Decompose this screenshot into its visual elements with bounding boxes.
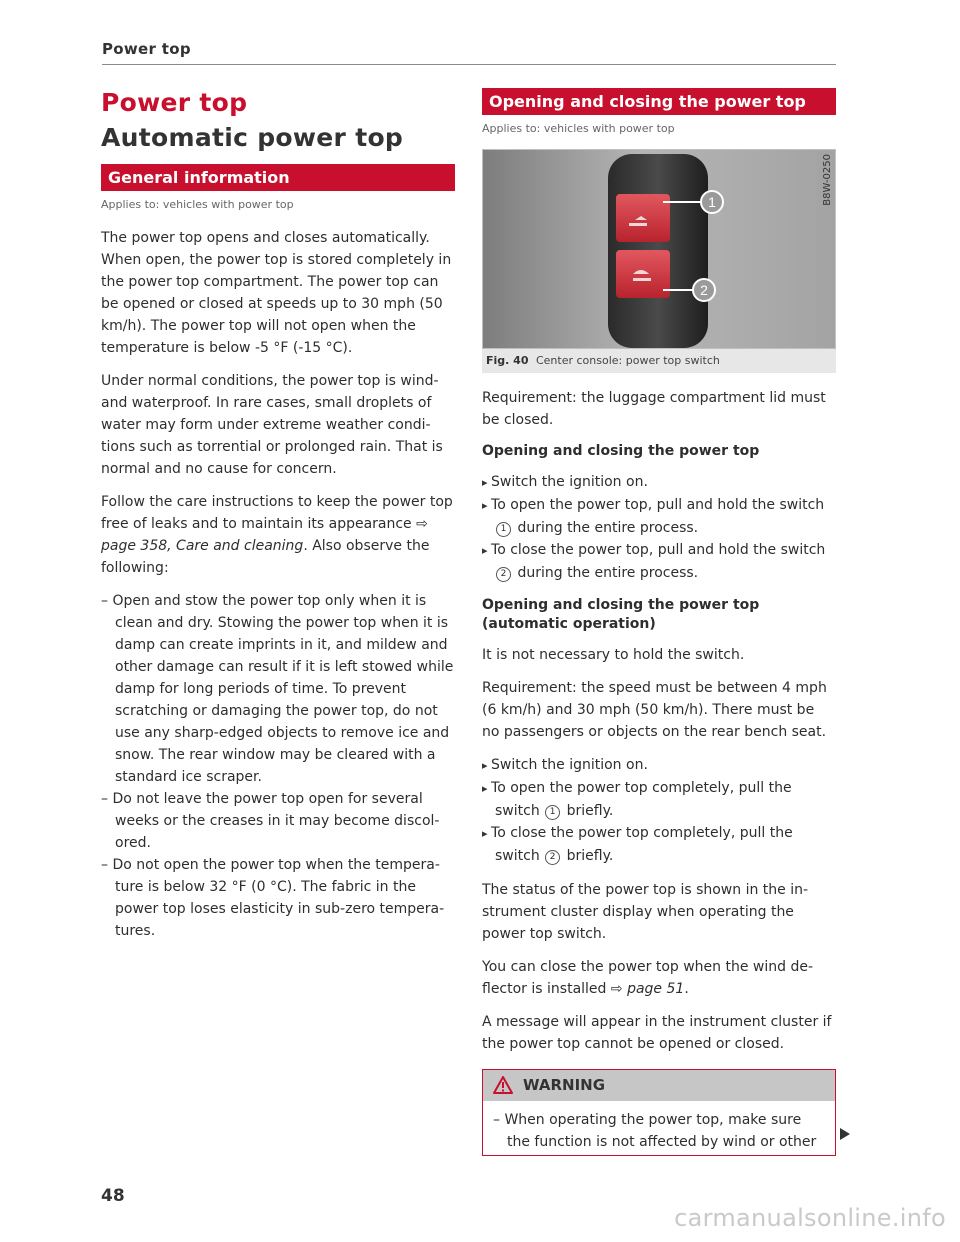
page-number: 48 <box>101 1186 125 1206</box>
warning-title: WARNING <box>523 1076 606 1094</box>
warning-body <box>483 1101 835 1155</box>
status-paragraph: The status of the power top is shown in the in- strument cluster display when operating the power top switch. <box>482 882 809 942</box>
list-item: ▸ Switch the ignition on. <box>482 754 836 777</box>
section-title: Automatic power top <box>101 123 404 152</box>
list-item: ▸ To close the power top completely, pull the switch 2 briefly. <box>482 822 836 867</box>
manual-steps <box>482 471 836 584</box>
callout-2-text: 2 <box>700 282 708 298</box>
callout-2-icon: 2 <box>496 567 511 582</box>
figure-label: Fig. 40 <box>486 354 529 367</box>
waterproof-paragraph: Under normal conditions, the power top is wind- and waterproof. In rare cases, small droplets of water may form under extreme weather condi- tions such as torrential or prolonged rain. That is normal and no cause for concern. <box>101 373 443 477</box>
figure-caption <box>482 349 836 373</box>
warning-triangle-icon <box>493 1076 513 1094</box>
left-column <box>101 80 455 942</box>
callout-2-icon: 2 <box>545 850 560 865</box>
chapter-title: Power top <box>101 88 248 117</box>
running-header: Power top <box>102 40 191 58</box>
warning-header <box>483 1070 835 1101</box>
general-information-heading: General information <box>101 164 455 191</box>
list-item: ▸ Switch the ignition on. <box>482 471 836 494</box>
opening-closing-heading: Opening and closing the power top <box>482 88 836 115</box>
care-paragraph-end: . Also observe the following: <box>101 538 430 576</box>
figure-caption-text: Center console: power top switch <box>535 354 720 367</box>
intro-paragraph: The power top opens and closes automatically. When open, the power top is stored completely in the power top compartment. The power top can be opened or closed at speeds up to 30 mph (50 km/h). The power top will not open when the temperature is below -5 °F (-15 °C). <box>101 230 452 356</box>
figure-code: B8W-0250 <box>822 154 833 206</box>
switch-illustration <box>483 150 835 348</box>
callout-1-text: 1 <box>708 194 716 210</box>
callout-1-icon: 1 <box>545 805 560 820</box>
manual-operation-subheading: Opening and closing the power top <box>482 443 760 459</box>
power-top-switch-figure <box>482 149 836 349</box>
automatic-steps <box>482 754 836 867</box>
list-item: ▸ To close the power top, pull and hold the switch 2 during the entire process. <box>482 539 836 584</box>
callout-1-icon: 1 <box>496 522 511 537</box>
automatic-operation-subheading: Opening and closing the power top (automatic operation) <box>482 597 760 632</box>
right-column <box>482 88 836 1156</box>
not-necessary-text: It is not necessary to hold the switch. <box>482 647 745 663</box>
list-item: – When operating the power top, make sure the function is not affected by wind or other <box>493 1109 825 1153</box>
list-item: – Open and stow the power top only when it is clean and dry. Stowing the power top when it is damp can create imprints in it, and mildew and other damage can result if it is left stowed while damp for long periods of time. To prevent scratching or damaging the power top, do not use any sharp-edged objects to remove ice and snow. The rear window may be cleared with a standard ice scraper. <box>101 590 455 788</box>
applies-to-note: Applies to: vehicles with power top <box>482 122 675 135</box>
requirement-speed: Requirement: the speed must be between 4 mph (6 km/h) and 30 mph (50 km/h). There must be no passengers or objects on the rear bench seat. <box>482 680 827 740</box>
warning-list <box>493 1109 825 1153</box>
continue-arrow-icon <box>840 1128 850 1140</box>
warning-box <box>482 1069 836 1156</box>
page-51-link[interactable]: ⇨ page 51 <box>610 981 685 997</box>
list-item: ▸ To open the power top, pull and hold the switch 1 during the entire process. <box>482 494 836 539</box>
applies-to-note: Applies to: vehicles with power top <box>101 198 294 211</box>
list-item: ▸ To open the power top completely, pull the switch 1 briefly. <box>482 777 836 822</box>
list-item: – Do not leave the power top open for several weeks or the creases in it may become discol- ored. <box>101 788 455 854</box>
list-item: – Do not open the power top when the tempera- ture is below 32 °F (0 °C). The fabric in the power top loses elasticity in sub-zero tempera- tures. <box>101 854 455 942</box>
watermark: carmanualsonline.info <box>674 1204 946 1232</box>
care-paragraph-start: Follow the care instructions to keep the power top free of leaks and to maintain its appearance <box>101 494 453 532</box>
header-rule <box>102 64 836 65</box>
care-paragraph <box>101 491 455 579</box>
requirement-lid: Requirement: the luggage compartment lid must be closed. <box>482 390 826 428</box>
care-bullet-list <box>101 590 455 942</box>
care-cleaning-link[interactable]: ⇨ page 358, Care and cleaning <box>101 516 428 554</box>
wind-deflector-paragraph: You can close the power top when the wind de- flector is installed ⇨ page 51. <box>482 959 814 997</box>
message-paragraph: A message will appear in the instrument cluster if the power top cannot be opened or closed. <box>482 1014 832 1052</box>
